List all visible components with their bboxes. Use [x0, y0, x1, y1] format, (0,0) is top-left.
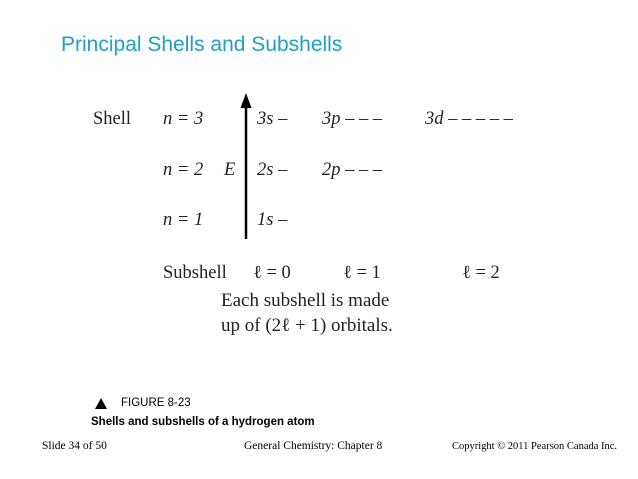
- l2-label: ℓ = 2: [462, 263, 500, 283]
- subshell-2p: 2p – – –: [322, 160, 383, 180]
- l1-label: ℓ = 1: [343, 263, 381, 283]
- l0-label: ℓ = 0: [253, 263, 291, 283]
- figure-caption: Shells and subshells of a hydrogen atom: [91, 416, 315, 428]
- n3-label: n = 3: [163, 109, 204, 129]
- note-line-2: up of (2ℓ + 1) orbitals.: [221, 315, 393, 336]
- subshell-3d: 3d – – – – –: [425, 109, 513, 129]
- n1-label: n = 1: [163, 210, 204, 230]
- figure-label-row: [95, 397, 191, 409]
- subshell-1s: 1s –: [257, 210, 288, 230]
- energy-axis-arrow: [240, 93, 252, 241]
- subshell-label: Subshell: [163, 263, 227, 283]
- energy-label: E: [224, 160, 236, 180]
- slide-title: Principal Shells and Subshells: [61, 33, 343, 56]
- triangle-icon: [95, 398, 107, 409]
- subshell-2s: 2s –: [257, 160, 288, 180]
- chapter-label: General Chemistry: Chapter 8: [244, 440, 383, 452]
- shell-label: Shell: [93, 109, 132, 129]
- subshell-3s: 3s –: [257, 109, 288, 129]
- note-line-1: Each subshell is made: [221, 290, 390, 311]
- slide-number: Slide 34 of 50: [42, 440, 107, 452]
- figure-label: FIGURE 8-23: [121, 397, 191, 409]
- copyright: Copyright © 2011 Pearson Canada Inc.: [452, 441, 618, 452]
- subshell-3p: 3p – – –: [322, 109, 383, 129]
- n2-label: n = 2: [163, 160, 204, 180]
